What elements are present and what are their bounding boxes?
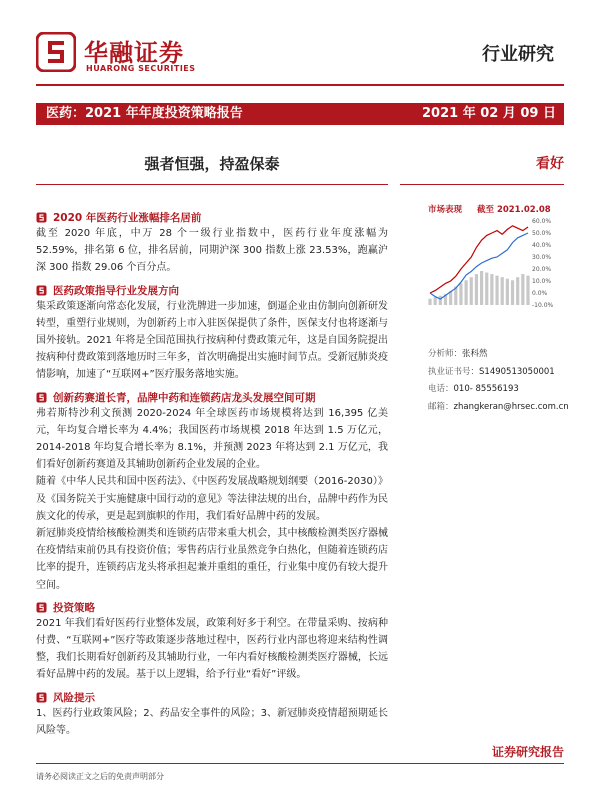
volume-bar [470,277,473,305]
volume-bar [459,283,462,305]
report-title-bar [36,103,564,125]
y-tick-label: 60.0% [532,218,552,225]
volume-bar [501,277,504,305]
report-type: 行业研究 [482,44,554,65]
section-paragraph: 截至 2020 年底，中万 28 个一级行业指数中，医药行业年度涨幅为 52.59%，排名第 6 位，排名居前，同期沪深 300 指数上涨 23.53%，跑赢沪深 300 指数 29.06 个百分点。 [36,228,388,274]
volume-bar [439,296,442,305]
section-bullet-icon [36,285,47,296]
phone-label: 电话： [428,384,454,394]
header-divider [36,84,564,86]
section-paragraph: 2021 年我们看好医药行业整体发展，政策利好多于利空。在带量采购、按病种付费、“互联网+”医疗等政策逐步落地过程中，医药行业内部也将迎来结构性调整，我们长期看好创新药及其辅助行业，一年内看好核酸检测类医疗器械，长远看好品牌中药的发展。基于以上逻辑，给予行业“看好”评级。 [36,617,388,681]
industry-rating: 看好 [536,156,564,172]
market-performance [428,203,564,313]
section-heading [36,210,388,225]
performance-chart [428,215,564,309]
report-date: 2021 年 02 月 09 日 [422,106,556,121]
y-tick-label: 40.0% [532,242,552,249]
market-as-of: 截至 2021.02.08 [476,205,551,215]
section-heading [36,283,388,298]
section-heading [36,690,388,705]
footer-divider [36,763,564,764]
report-body [36,204,388,739]
volume-bar [428,299,431,305]
y-tick-label: 30.0% [532,254,552,261]
volume-bar [434,297,437,305]
disclaimer: 请务必阅读正文之后的免责声明部分 [36,772,164,781]
volume-bar [526,276,529,305]
volume-bar [495,276,498,305]
section-paragraph: 集采政策逐渐向常态化发展，行业洗牌进一步加速，倒逼企业由仿制向创新研发转型，重塑行业规则，为创新药上市入驻医保提供了条件，医保支付也将逐渐与国外接轨。2021 年将是全国范围执行按病种付费政策元年，这是自国务院提出按病种付费政策到落地历时三年多，首次明确提出实施时间节点。受新冠肺炎疫情影响，加速了“互联网+”医疗服务落地实施。 [36,300,388,381]
volume-bar [485,273,488,305]
section-bullet-icon [36,392,47,403]
volume-bar [475,274,478,305]
market-label: 市场表现 [428,205,463,215]
y-tick-label: 0.0% [532,290,548,297]
y-tick-label: 20.0% [532,266,552,273]
section-paragraph: 随着《中华人民共和国中医药法》、《中医药发展战略规划纲要（2016-2030）》及《国务院关于实施健康中国行动的意见》等法律法规的出台，品牌中药作为民族文化的传承，更是起到旗帜的作用，我们看好品牌中药的发展。 [36,476,388,522]
volume-bar [490,274,493,305]
volume-bar [506,279,509,305]
report-title: 医药：2021 年年度投资策略报告 [46,106,243,121]
email-label: 邮箱： [428,401,454,412]
section-bullet-icon [36,212,47,223]
section-heading-text: 投资策略 [53,601,95,614]
headline-divider [36,184,388,185]
section-heading-text: 医药政策指导行业发展方向 [53,284,179,297]
volume-bar [516,277,519,305]
y-tick-label: 50.0% [532,230,552,237]
volume-bar [465,280,468,305]
section-heading-text: 2020 年医药行业涨幅排名居前 [53,212,202,224]
section-paragraph: 1、医药行业政策风险；2、药品安全事件的风险；3、新冠肺炎疫情超预期延长风险等。 [36,707,388,736]
company-logo-icon [36,32,76,72]
section-heading-text: 创新药赛道长青，品牌中药和连锁药店龙头发展空间可期 [53,391,316,404]
footer-tag: 证券研究报告 [438,741,564,763]
section-heading [36,390,388,405]
section-paragraph: 弗若斯特沙利文预测 2020-2024 年全球医药市场规模将达到 16,395 亿美元，年均复合增长率为 4.4%；我国医药市场规模 2018 年达到 1.5 万亿元，2014-2018 年均复合增长率为 8.1%，并预测 2023 年将达到 2.1 万亿元，我们看好创新药赛道及其辅助创新药企业发展的企业。 [36,407,388,471]
phone-number: 010- 85556193 [453,384,519,394]
email-address[interactable]: zhangkeran@hrsec.com.cn [453,401,569,412]
cert-number: S1490513050001 [479,366,555,377]
headline: 强者恒强，持盈保泰 [144,155,280,173]
y-tick-label: -10.0% [532,302,554,309]
section-heading-text: 风险提示 [53,691,95,704]
volume-bar [521,274,524,305]
analyst-info [428,346,578,416]
rating-divider [400,184,564,185]
volume-bar [511,280,514,305]
section-bullet-icon [36,692,47,703]
brand-name-cn: 华融证券 [84,39,184,67]
analyst-name-label: 分析师： [428,349,463,359]
section-paragraph: 新冠肺炎疫情给核酸检测类和连锁药店带来重大机会，其中核酸检测类医疗器械在疫情结束前仍具有投资价值；零售药店行业虽然竞争白热化，但随着连锁药店比率的提升，连锁药店龙头将承担起兼并重组的重任，行业集中度仍有较大提升空间。 [36,528,388,591]
section-bullet-icon [36,602,47,613]
analyst-name: 张科然 [462,349,488,359]
brand-name-en: HUARONG SECURITIES [86,64,196,73]
y-tick-label: 10.0% [532,278,552,285]
cert-label: 执业证书号： [428,366,480,377]
volume-bar [480,271,483,305]
section-heading [36,600,388,615]
